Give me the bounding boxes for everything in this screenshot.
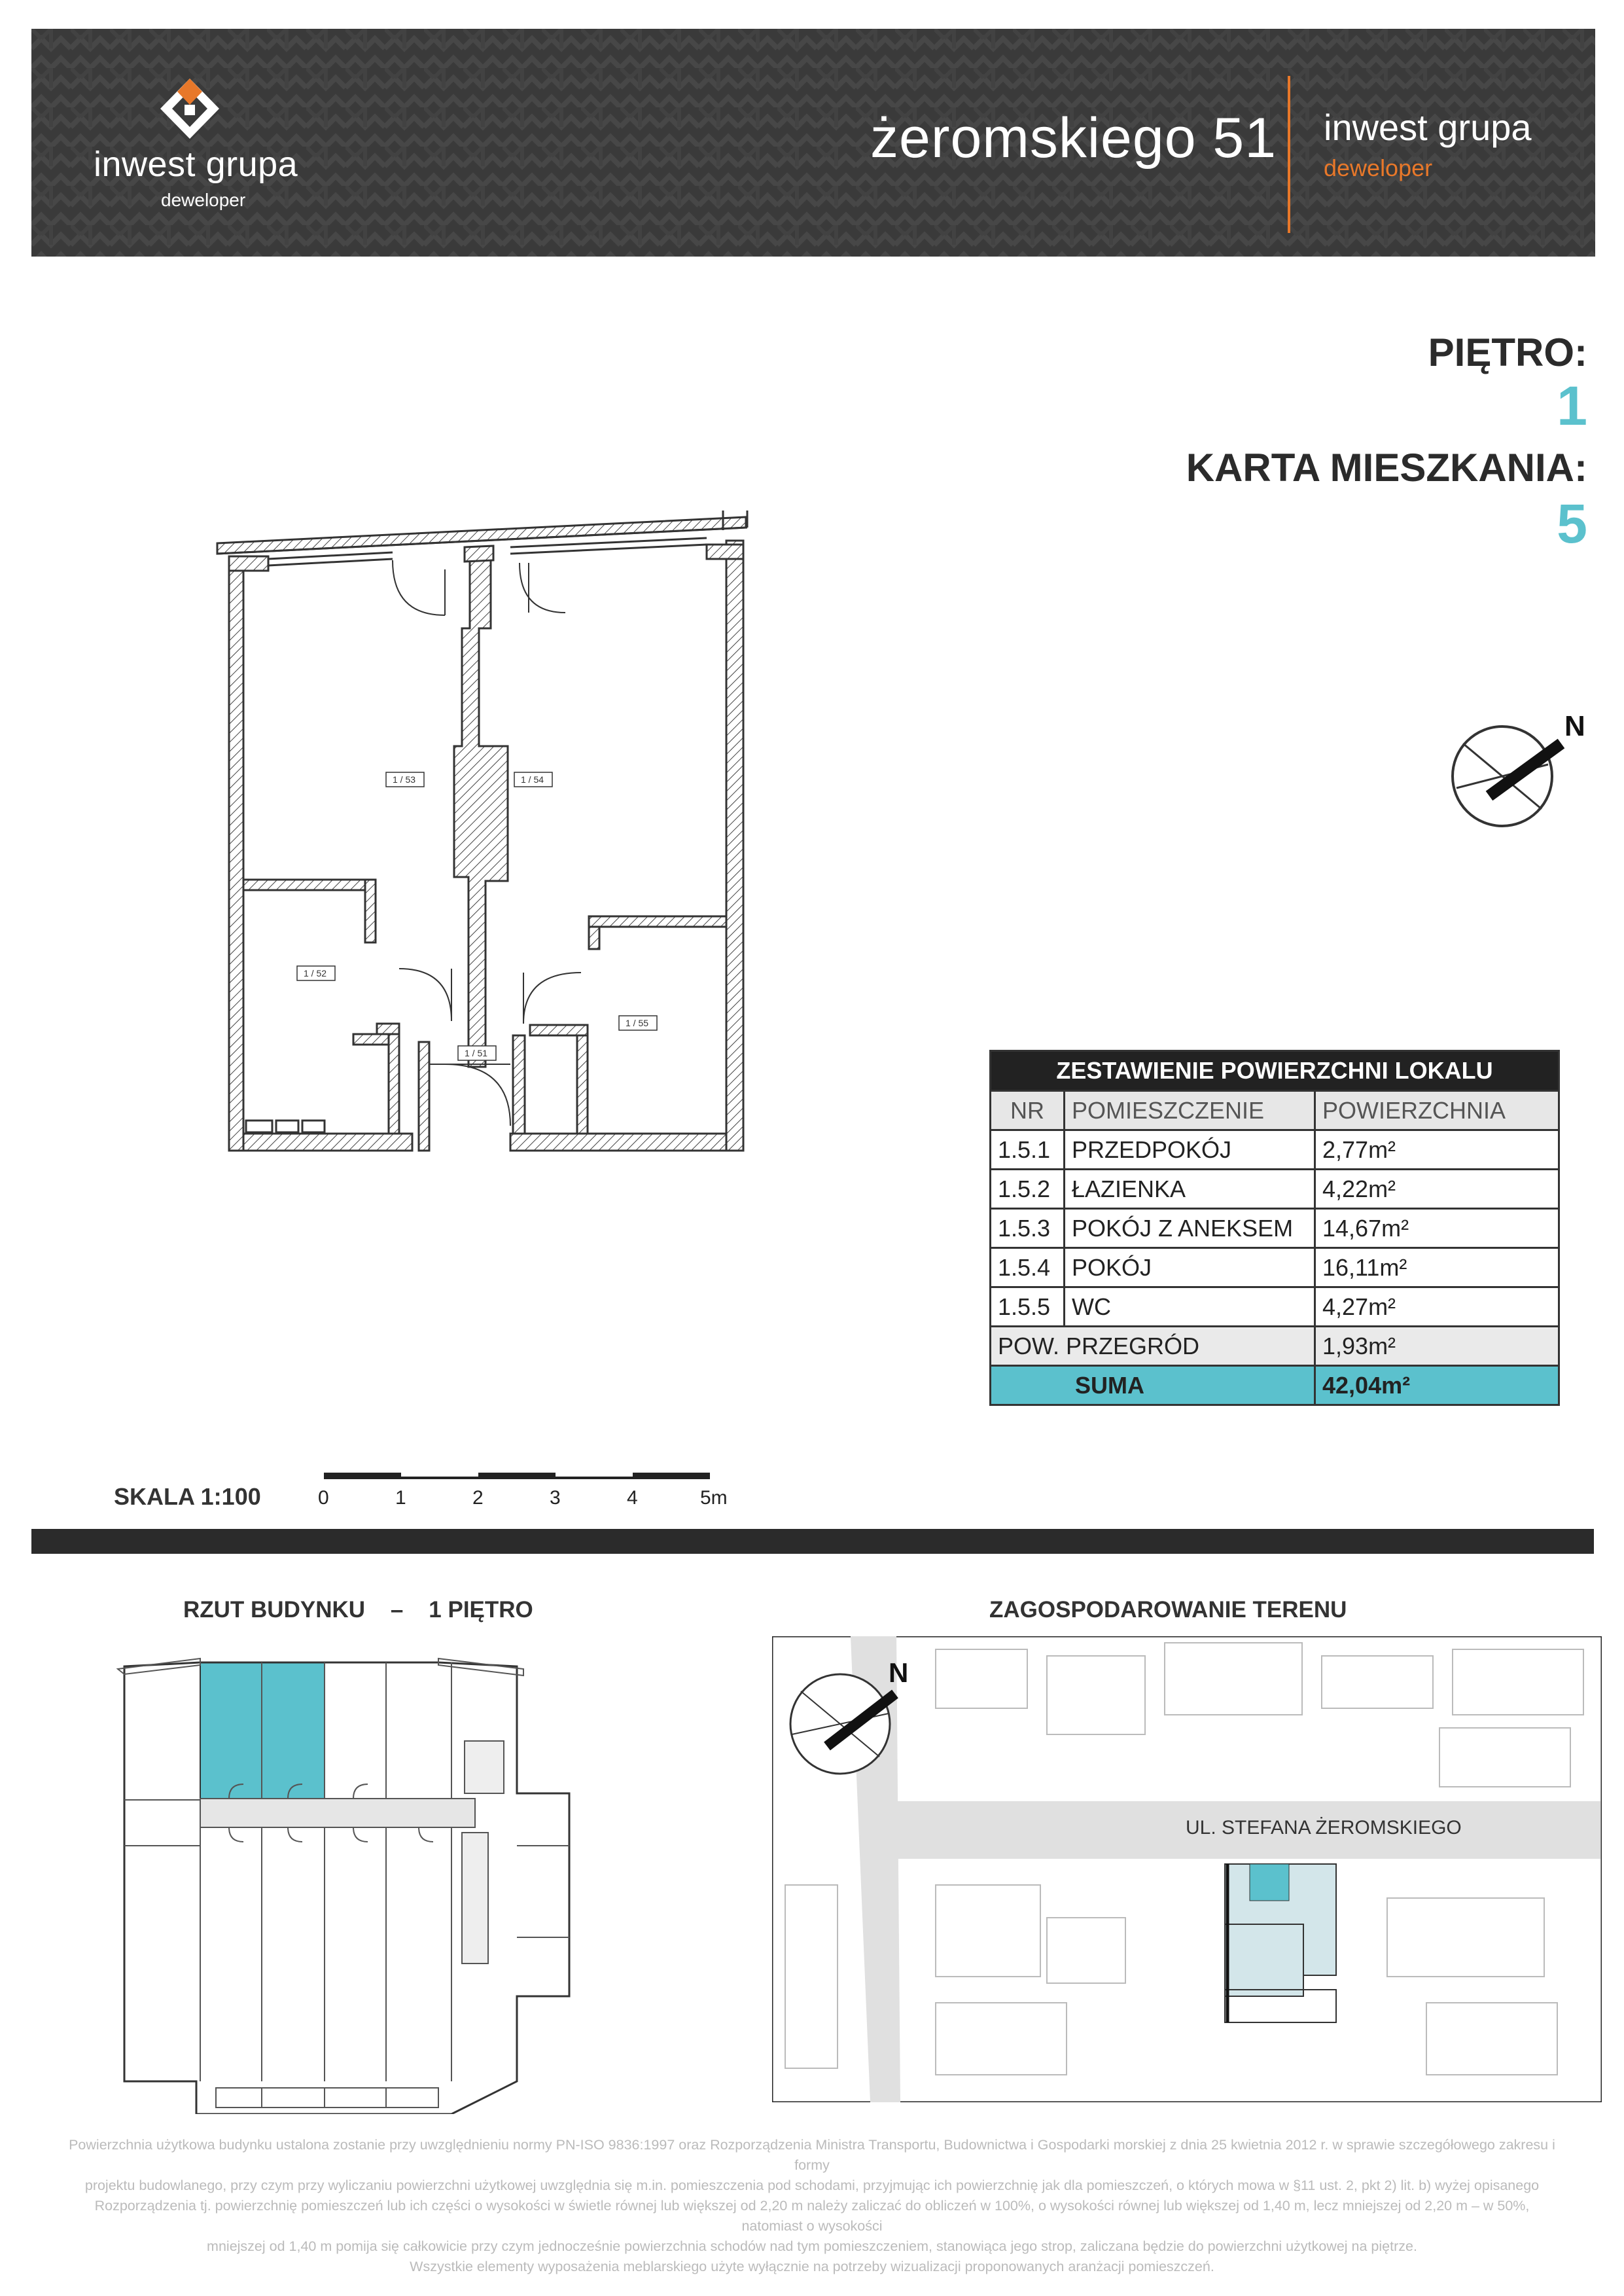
row-area: 14,67m² (1315, 1209, 1559, 1248)
row-nr: 1.5.1 (991, 1130, 1065, 1170)
scale-tick-5: 5m (700, 1487, 728, 1509)
table-row (991, 1209, 1559, 1248)
col-header-area: POWIERZCHNIA (1315, 1091, 1559, 1130)
footer-note (65, 2135, 1559, 2277)
header-banner (31, 29, 1595, 257)
row-room: PRZEDPOKÓJ (1065, 1130, 1315, 1170)
footer-line: mniejszej od 1,40 m pomija się całkowicie przy czym jednocześnie powierzchnia schodów nad tym pomieszczeniem, stanowiąca jego strop, zaliczana będzie do powierzchni użytkowej na piętrze. (207, 2238, 1417, 2254)
building-floor-plan (98, 1630, 602, 2114)
table-row (991, 1130, 1559, 1170)
footer-line: Rozporządzenia tj. powierzchnię pomieszczeń lub ich części o wysokości w świetle równej lub większej od 2,20 m należy zaliczać do obliczeń w 100%, o wysokości równej lub większej od 1,40 m, lecz mniejszej od 2,20 m – w 50%, natomiast o wysokości (94, 2198, 1530, 2234)
compass-icon (1450, 704, 1594, 835)
row-room: ŁAZIENKA (1065, 1170, 1315, 1209)
footer-line: Wszystkie elementy wyposażenia meblarskiego użyte wyłącznie na potrzeby wizualizacji proponowanych aranżacji pomieszczeń. (410, 2259, 1214, 2274)
card-value: 5 (1557, 493, 1587, 554)
row-area: 4,22m² (1315, 1170, 1559, 1209)
site-plan-map (772, 1636, 1602, 2102)
compass-n-label: N (1564, 710, 1585, 742)
project-title: żeromskiego 51 (870, 107, 1277, 170)
row-area: 2,77m² (1315, 1130, 1559, 1170)
brand-subtitle: deweloper (1324, 154, 1433, 181)
partitions-label: POW. PRZEGRÓD (991, 1327, 1315, 1366)
sum-value: 42,04m² (1315, 1366, 1559, 1405)
apartment-floor-plan (196, 497, 772, 1158)
street-name-label: UL. STEFANA ŻEROMSKIEGO (1186, 1817, 1462, 1839)
site-compass-n-label: N (889, 1657, 909, 1688)
row-room: POKÓJ (1065, 1248, 1315, 1287)
scale-bar (321, 1469, 713, 1488)
building-plan-title: RZUT BUDYNKU – 1 PIĘTRO (183, 1597, 533, 1623)
scale-tick-1: 1 (395, 1487, 406, 1509)
area-table (989, 1050, 1560, 1406)
row-nr: 1.5.5 (991, 1287, 1065, 1327)
scale-tick-0: 0 (318, 1487, 329, 1509)
partitions-value: 1,93m² (1315, 1327, 1559, 1366)
room-tag-55: 1 / 55 (626, 1018, 649, 1028)
room-tag-52: 1 / 52 (304, 968, 327, 978)
row-room: WC (1065, 1287, 1315, 1327)
section-divider (31, 1529, 1594, 1554)
sum-row (991, 1366, 1559, 1405)
brand-name: inwest grupa (1324, 107, 1532, 148)
col-header-room: POMIESZCZENIE (1065, 1091, 1315, 1130)
table-row (991, 1170, 1559, 1209)
table-row (991, 1248, 1559, 1287)
logo-name: inwest grupa (94, 145, 298, 184)
room-tag-54: 1 / 54 (521, 774, 544, 785)
scale-tick-3: 3 (550, 1487, 561, 1509)
scale-label: SKALA 1:100 (114, 1483, 261, 1510)
sum-label: SUMA (991, 1366, 1315, 1405)
floor-value: 1 (1557, 375, 1587, 437)
footer-line: Powierzchnia użytkowa budynku ustalona zostanie przy uwzględnieniu normy PN-ISO 9836:1997 oraz Rozporządzenia Ministra Transportu, Budownictwa i Gospodarki morskiej z dnia 25 kwietnia 2012 r. w sprawie szczegółowego zakresu i formy (69, 2137, 1555, 2173)
room-tag-53: 1 / 53 (393, 774, 416, 785)
row-area: 16,11m² (1315, 1248, 1559, 1287)
company-logo-icon (160, 79, 219, 139)
footer-line: projektu budowlanego, przy czym przy wyliczaniu powierzchni użytkowej uwzględnia się m.in. pomieszczenia pod schodami, przyjmując ich powierzchnię jak dla pomieszczeń, o których mowa w §11 ust. 2, pkt 2) lit. b) wyżej opisanego (84, 2178, 1540, 2193)
table-row (991, 1287, 1559, 1327)
partitions-row (991, 1327, 1559, 1366)
row-room: POKÓJ Z ANEKSEM (1065, 1209, 1315, 1248)
site-plan-title: ZAGOSPODAROWANIE TERENU (989, 1597, 1347, 1623)
scale-tick-2: 2 (472, 1487, 484, 1509)
row-nr: 1.5.3 (991, 1209, 1065, 1248)
card-label: KARTA MIESZKANIA: (1186, 446, 1587, 490)
row-nr: 1.5.4 (991, 1248, 1065, 1287)
row-area: 4,27m² (1315, 1287, 1559, 1327)
scale-tick-4: 4 (627, 1487, 638, 1509)
room-tag-51: 1 / 51 (465, 1048, 488, 1058)
floor-label: PIĘTRO: (1428, 331, 1587, 374)
col-header-nr: NR (991, 1091, 1065, 1130)
header-divider (1288, 76, 1290, 233)
row-nr: 1.5.2 (991, 1170, 1065, 1209)
logo-subtitle: deweloper (161, 190, 246, 210)
area-table-title: ZESTAWIENIE POWIERZCHNI LOKALU (991, 1051, 1559, 1091)
